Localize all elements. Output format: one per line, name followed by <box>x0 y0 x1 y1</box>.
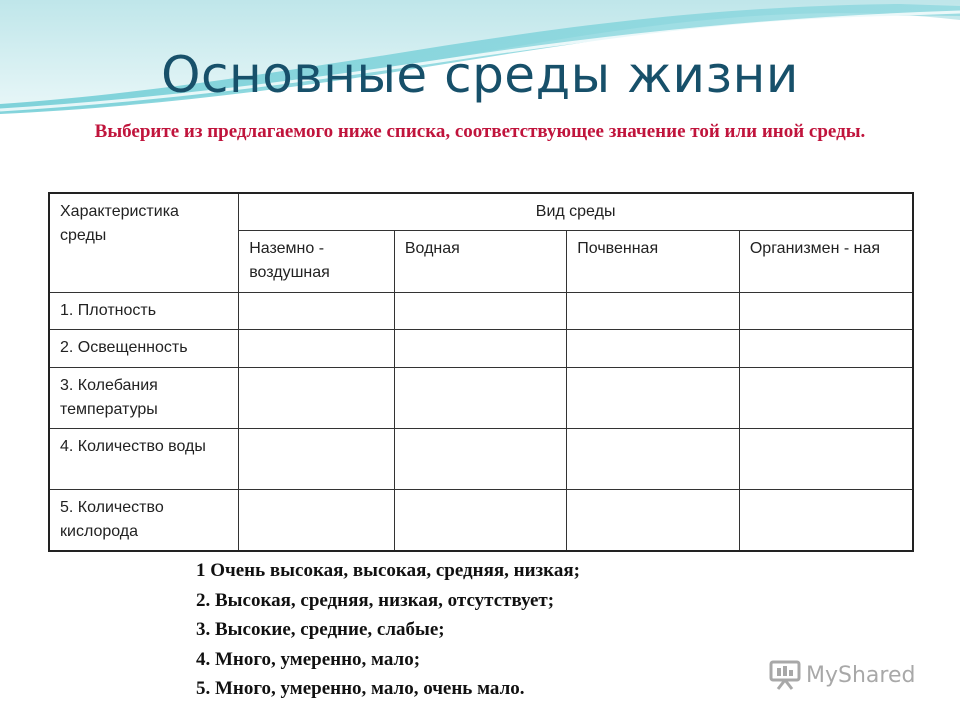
answer-cell <box>567 368 740 429</box>
answer-cell <box>567 429 740 490</box>
option-item: 2. Высокая, средняя, низкая, отсутствует; <box>196 589 555 611</box>
answer-cell <box>239 330 395 368</box>
row-label: 5. Количество кислорода <box>49 490 239 552</box>
environment-table <box>48 192 914 552</box>
environment-type-header: Вид среды <box>239 193 913 231</box>
env-header-soil: Почвенная <box>567 231 740 293</box>
answer-cell <box>394 293 566 330</box>
answer-cell <box>567 293 740 330</box>
row-label: 2. Освещенность <box>49 330 239 368</box>
answer-options-list <box>196 556 796 704</box>
answer-cell <box>739 429 913 490</box>
env-header-aquatic: Водная <box>394 231 566 293</box>
answer-cell <box>239 429 395 490</box>
answer-cell <box>739 330 913 368</box>
answer-cell <box>394 368 566 429</box>
row-label: 3. Колебания температуры <box>49 368 239 429</box>
answer-cell <box>739 368 913 429</box>
presentation-icon <box>768 660 802 690</box>
watermark-text: MyShared <box>806 662 916 688</box>
answer-cell <box>239 368 395 429</box>
table-row <box>49 368 913 429</box>
answer-cell <box>739 293 913 330</box>
answer-cell <box>239 490 395 552</box>
table-row <box>49 293 913 330</box>
env-header-terrestrial-air: Наземно - воздушная <box>239 231 395 293</box>
myshared-watermark <box>768 660 915 690</box>
option-item: 3. Высокие, средние, слабые; <box>196 619 445 640</box>
table-header-row <box>49 193 913 231</box>
page-title: Основные среды жизни <box>161 46 799 104</box>
answer-cell <box>394 429 566 490</box>
table-row <box>49 429 913 490</box>
option-item: 5. Много, умеренно, мало, очень мало. <box>196 678 525 699</box>
option-item: 1 Очень высокая, высокая, средняя, низкая; <box>196 560 580 581</box>
answer-cell <box>567 330 740 368</box>
answer-cell <box>394 330 566 368</box>
table-row <box>49 490 913 552</box>
answer-cell <box>567 490 740 552</box>
table-row <box>49 330 913 368</box>
option-item: 4. Много, умеренно, мало; <box>196 648 421 670</box>
row-label: 4. Количество воды <box>49 429 239 490</box>
characteristic-header: Характеристика среды <box>49 193 239 293</box>
instruction-text: Выберите из предлагаемого ниже списка, соответствующее значение той или иной среды. <box>94 121 866 142</box>
answer-cell <box>394 490 566 552</box>
answer-cell <box>739 490 913 552</box>
row-label: 1. Плотность <box>49 293 239 330</box>
answer-cell <box>239 293 395 330</box>
env-header-organismal: Организмен - ная <box>739 231 913 293</box>
